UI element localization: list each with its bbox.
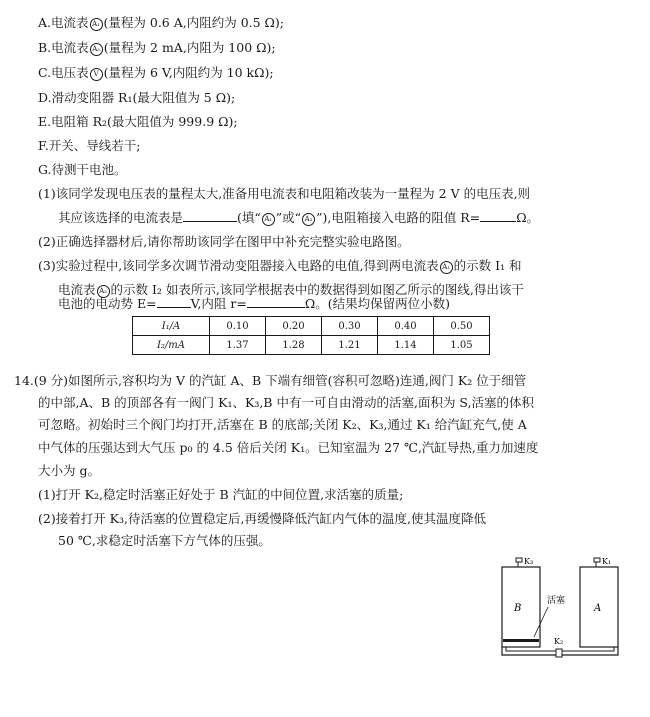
q14-line5: 大小为 g。: [38, 463, 100, 478]
valve-k3: [516, 558, 522, 562]
option-c: C.电压表 V (量程为 6 V,内阻约为 10 kΩ);: [38, 65, 274, 80]
option-g: G.待测干电池。: [38, 162, 127, 177]
q14-sub1: (1)打开 K₂,稳定时活塞正好处于 B 汽缸的中间位置,求活塞的质量;: [38, 487, 404, 502]
table-cell: 0.10: [210, 317, 266, 336]
ammeter-a2-symbol: A₂: [97, 285, 110, 298]
valve-k2: [556, 649, 562, 657]
label-b: B: [514, 603, 522, 614]
q14-sub2-line2: 50 ℃,求稳定时活塞下方气体的压强。: [58, 533, 271, 548]
q3-line1: (3)实验过程中,该同学多次调节滑动变阻器接入电路的电值,得到两电流表 A₁ 的示数 I₁ 和: [38, 258, 522, 273]
table-row: [133, 336, 490, 355]
q3-line3: 电池的电动势 E= V,内阻 r= Ω。(结果均保留两位小数): [58, 296, 450, 311]
q14-line4: 中气体的压强达到大气压 p₀ 的 4.5 倍后关闭 K₁。已知室温为 27 ℃,汽缸导热,重力加速度: [38, 440, 539, 455]
table-cell: 1.05: [434, 336, 490, 355]
valve-k1: [594, 558, 600, 562]
ammeter-a2-symbol: A₂: [302, 213, 315, 226]
table-row: [133, 317, 490, 336]
ammeter-a1-symbol: A₁: [262, 213, 275, 226]
table-cell: 1.28: [266, 336, 322, 355]
table-cell: 0.20: [266, 317, 322, 336]
q3-line2: 电流表 A₂ 的示数 I₂ 如表所示,该同学根据表中的数据得到如图乙所示的图线,得出该干: [58, 282, 524, 297]
answer-blank-ammeter[interactable]: [183, 209, 237, 222]
table-cell: 0.40: [378, 317, 434, 336]
label-k1: K₁: [602, 557, 612, 566]
q14-sub2-line1: (2)接着打开 K₃,待活塞的位置稳定后,再缓慢降低汽缸内气体的温度,使其温度降低: [38, 511, 486, 526]
option-a: A.电流表 A₁ (量程为 0.6 A,内阻约为 0.5 Ω);: [38, 15, 285, 30]
option-f: F.开关、导线若干;: [38, 138, 141, 153]
data-table: [132, 316, 490, 355]
label-piston: 活塞: [547, 596, 566, 606]
cylinder-diagram: [490, 555, 630, 665]
q2-line: (2)正确选择器材后,请你帮助该同学在图甲中补充完整实验电路图。: [38, 234, 410, 249]
label-k3: K₃: [524, 557, 534, 566]
ammeter-a1-symbol: A₁: [90, 18, 103, 31]
table-cell: 1.21: [322, 336, 378, 355]
q14-line2: 的中部,A、B 的顶部各有一阀门 K₁、K₃,B 中有一可自由滑动的活塞,面积为 S,活塞的体积: [38, 395, 535, 410]
answer-blank-resistance[interactable]: [480, 209, 516, 222]
table-cell: 0.50: [434, 317, 490, 336]
ammeter-a1-symbol: A₁: [440, 261, 453, 274]
ammeter-a2-symbol: A₂: [90, 43, 103, 56]
voltmeter-symbol: V: [90, 68, 103, 81]
option-e: E.电阻箱 R₂(最大阻值为 999.9 Ω);: [38, 114, 238, 129]
q1-line1: (1)该同学发现电压表的量程太大,准备用电流表和电阻箱改装为一量程为 2 V 的电压表,则: [38, 186, 531, 201]
answer-blank-emf[interactable]: [157, 295, 191, 308]
q1-line2: 其应该选择的电流表是 (填“ A₁ ”或“ A₂ ”),电阻箱接入电路的阻值 R= Ω。: [58, 210, 540, 225]
table-header-cell: I₂/mA: [133, 336, 210, 355]
table-cell: 1.37: [210, 336, 266, 355]
q14-line1: 14.(9 分)如图所示,容积均为 V 的汽缸 A、B 下端有细管(容积可忽略)连通,阀门 K₂ 位于细管: [14, 373, 527, 388]
answer-blank-internal-resistance[interactable]: [247, 295, 305, 308]
q14-line3: 可忽略。初始时三个阀门均打开,活塞在 B 的底部;关闭 K₂、K₃,通过 K₁ 给汽缸充气,使 A: [38, 417, 527, 432]
table-cell: 0.30: [322, 317, 378, 336]
piston-leader-line: [534, 607, 548, 637]
label-k2: K₂: [554, 637, 564, 646]
option-d: D.滑动变阻器 R₁(最大阻值为 5 Ω);: [38, 90, 236, 105]
label-a: A: [594, 603, 602, 614]
table-cell: 1.14: [378, 336, 434, 355]
table-header-cell: I₁/A: [133, 317, 210, 336]
option-b: B.电流表 A₂ (量程为 2 mA,内阻为 100 Ω);: [38, 40, 276, 55]
piston: [503, 639, 539, 642]
